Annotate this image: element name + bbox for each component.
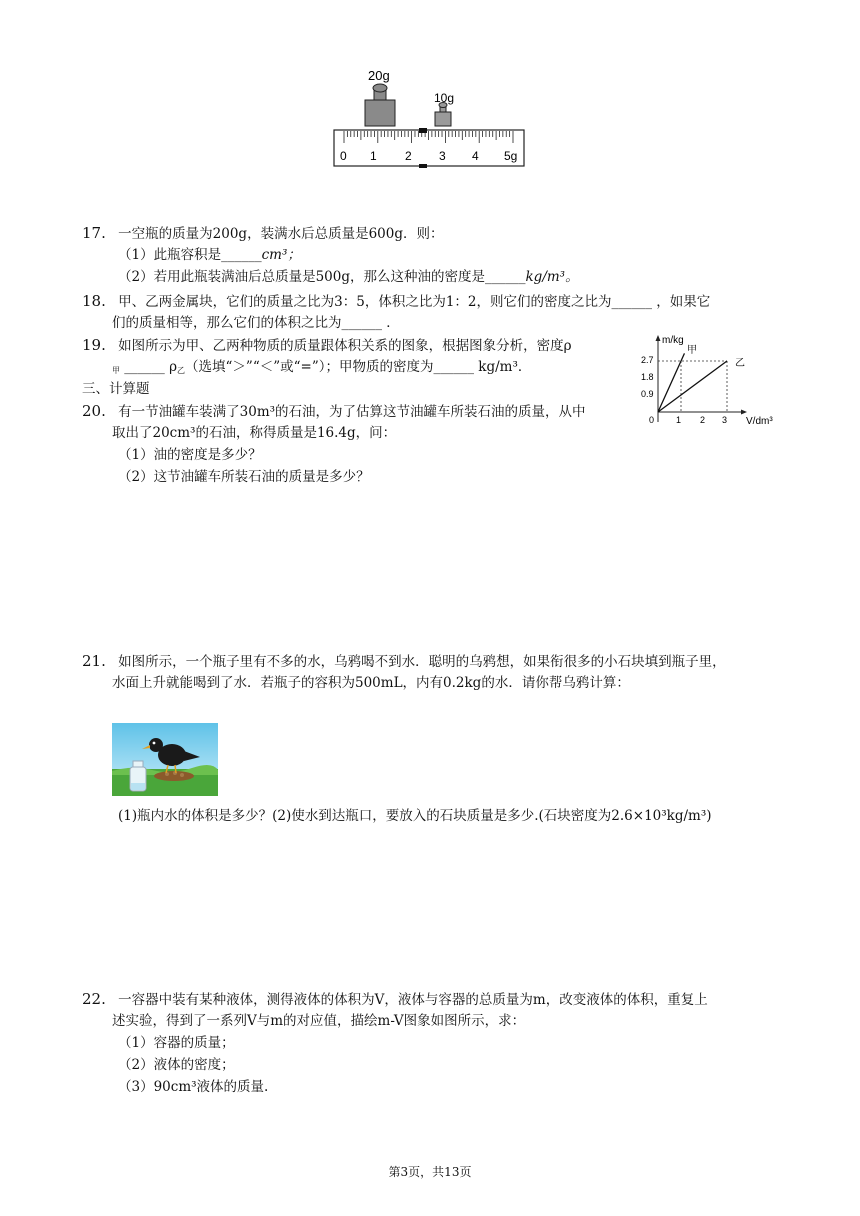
x-tick-label-2: 2 (700, 415, 706, 425)
q18-line1-text: 甲、乙两金属块，它们的质量之比为3：5，体积之比为1：2，则它们的密度之比为______ ，如果它 (118, 294, 711, 310)
q20-line2: 取出了20cm³的石油，称得质量是16.4g，问： (112, 425, 397, 441)
q17-part1-unit: cm³； (261, 247, 301, 263)
q19-sub-yi: 乙 (177, 366, 186, 375)
q22-number: 22. (82, 990, 106, 1008)
q21-questions: (1)瓶内水的体积是多少？(2)使水到达瓶口，要放入的石块质量是多少.(石块密度为2.6×10³kg/m³) (118, 808, 712, 824)
q18-number: 18. (82, 292, 106, 310)
scale-bar (334, 130, 524, 166)
q20-line1 (82, 402, 586, 421)
page-footer: 第3页，共13页 (388, 1165, 472, 1179)
q17-part2-blank[interactable]: ______ (485, 269, 526, 285)
q19-number: 19. (82, 336, 106, 354)
q21-line2: 水面上升就能喝到了水．若瓶子的容积为500mL，内有0.2kg的水．请你帮乌鸦计算： (112, 675, 630, 691)
q19-line2-text: （选填“＞”“＜”或“=”）；甲物质的密度为______ kg/m³． (185, 359, 532, 375)
q22-part3: （3）90cm³液体的质量. (118, 1079, 269, 1095)
scale-tick-label-4: 4 (472, 149, 479, 163)
q22-part1: （1）容器的质量； (118, 1035, 235, 1051)
weight-20g-label: 20g (368, 68, 390, 83)
scale-tick-label-1: 1 (370, 149, 377, 163)
q19-line1-text: 如图所示为甲、乙两种物质的质量跟体积关系的图象，根据图象分析，密度ρ (118, 338, 572, 354)
series-label-yi: 乙 (735, 358, 745, 369)
series-line-yi (658, 361, 727, 412)
q17-part2-text: （2）若用此瓶装满油后总质量是500g，那么这种油的密度是 (118, 269, 485, 285)
q19-blank-compare[interactable]: ______ ρ (120, 359, 178, 375)
q21-number: 21. (82, 652, 106, 670)
pebble (180, 773, 184, 777)
q17-part2 (118, 268, 579, 286)
scale-tick-label-3: 3 (439, 149, 446, 163)
q20-line1-text: 有一节油罐车装满了30m³的石油，为了估算这节油罐车所装石油的质量，从中 (118, 404, 586, 420)
weight-20g (365, 84, 395, 126)
y-tick-label-1.8: 1.8 (641, 372, 654, 382)
x-tick-label-1: 1 (676, 415, 682, 425)
crow-illustration-svg (112, 723, 218, 796)
mass-volume-graph (640, 330, 790, 430)
section-heading: 三、计算题 (82, 381, 150, 397)
q22-line1 (82, 990, 708, 1009)
y-axis-label: m/kg (662, 335, 684, 346)
q22-line1-text: 一容器中装有某种液体，测得液体的体积为V，液体与容器的总质量为m，改变液体的体积，重复上 (118, 992, 708, 1008)
balance-figure-svg (330, 64, 530, 174)
q18-line1 (82, 292, 710, 311)
y-tick-label-2.7: 2.7 (641, 355, 654, 365)
x-tick-label-3: 3 (722, 415, 728, 425)
q21-line1 (82, 652, 726, 671)
q17-part1 (118, 246, 301, 264)
y-tick-label-0.9: 0.9 (641, 389, 654, 399)
pointer-mark (419, 164, 427, 168)
scale-tick-label-5: 5g (504, 149, 518, 163)
q22-line2: 述实验，得到了一系列V与m的对应值，描绘m-V图象如图所示，求： (112, 1013, 526, 1029)
q22-part2: （2）液体的密度； (118, 1057, 235, 1073)
x-tick-label-0: 0 (649, 415, 655, 425)
series-label-jia: 甲 (687, 345, 697, 356)
q17-part1-text: （1）此瓶容积是 (118, 247, 222, 263)
weight-10g-label: 10g (434, 91, 455, 105)
x-axis-arrow (741, 410, 747, 415)
crow-illustration (112, 723, 218, 796)
q17-part2-unit: kg/m³。 (525, 269, 579, 285)
q17-stem (82, 224, 443, 243)
q19-line1 (82, 336, 572, 355)
series-line-jia (658, 353, 684, 412)
weight-10g (435, 103, 451, 127)
q20-part2: （2）这节油罐车所装石油的质量是多少？ (118, 469, 370, 485)
q19-sub-jia: 甲 (112, 366, 120, 375)
x-axis-label: V/dm³ (746, 416, 773, 427)
q17-part1-blank[interactable]: ______ (221, 247, 262, 263)
q17-number: 17. (82, 224, 106, 242)
balance-figure (330, 64, 530, 174)
y-axis-arrow (656, 335, 661, 341)
mass-volume-graph-svg (640, 330, 790, 430)
scale-tick-label-2: 2 (405, 149, 412, 163)
q17-stem-text: 一空瓶的质量为200g，装满水后总质量是600g．则： (118, 226, 444, 242)
q20-part1: （1）油的密度是多少？ (118, 447, 262, 463)
q21-line1-text: 如图所示，一个瓶子里有不多的水，乌鸦喝不到水．聪明的乌鸦想，如果衔很多的小石块填到瓶子里， (118, 654, 726, 670)
scale-tick-label-0: 0 (340, 149, 347, 163)
q20-number: 20. (82, 402, 106, 420)
q18-line2: 们的质量相等，那么它们的体积之比为______ ． (112, 315, 400, 331)
rider (419, 128, 427, 133)
q19-line2 (112, 358, 531, 380)
